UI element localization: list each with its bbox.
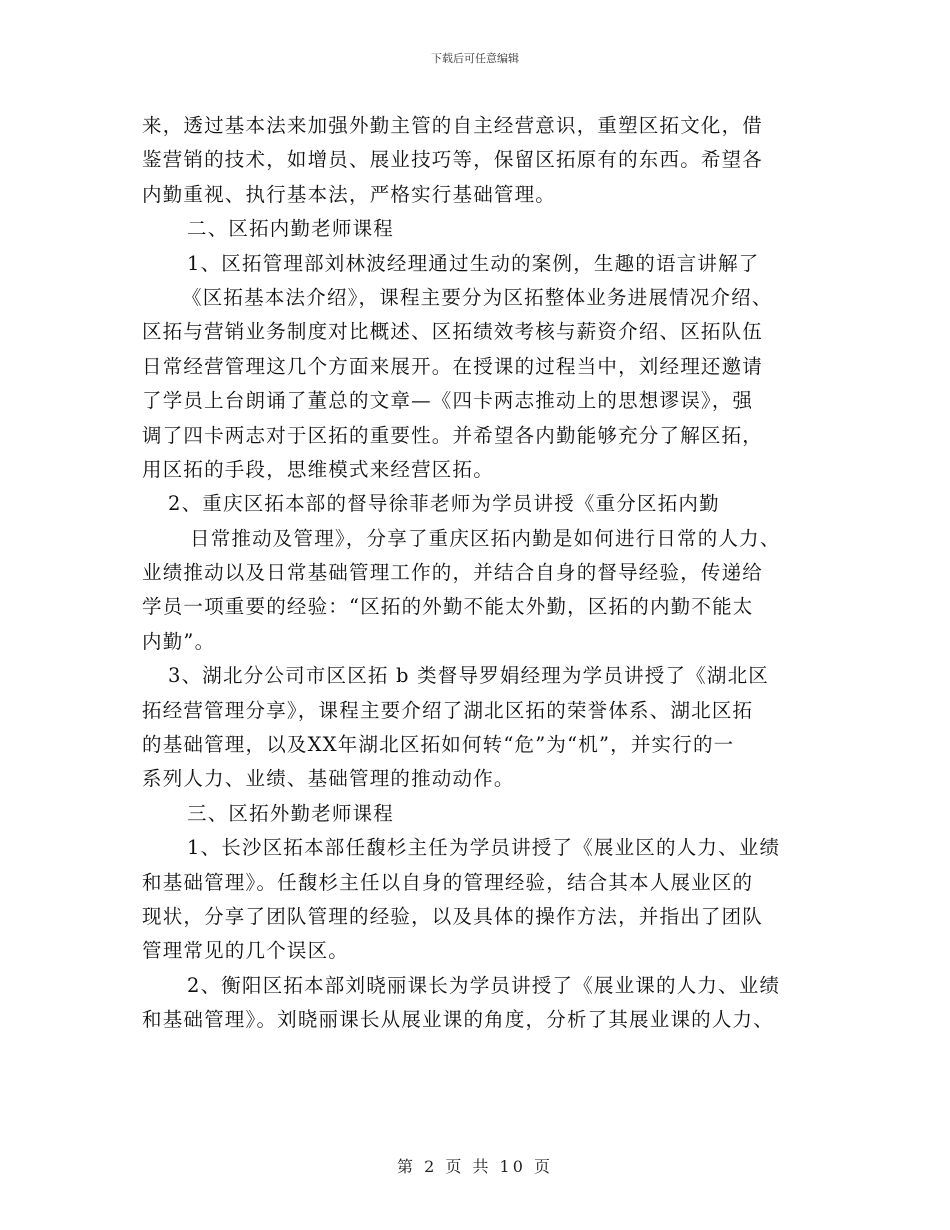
body-line: 内勤重视、执行基本法，严格实行基础管理。 xyxy=(142,182,557,206)
body-line: 《区拓基本法介绍》，课程主要分为区拓整体业务进展情况介绍、 xyxy=(182,285,773,309)
body-line: 调了四卡两志对于区拓的重要性。并希望各内勤能够充分了解区拓， xyxy=(142,423,764,447)
body-line: 学员一项重要的经验：“区拓的外勤不能太外勤，区拓的内勤不能太 xyxy=(142,595,754,619)
document-body xyxy=(142,109,810,1038)
body-line: 和基础管理》。任馥杉主任以自身的管理经验，结合其本人展业区的 xyxy=(142,870,754,894)
section-heading: 二、区拓内勤老师课程 xyxy=(187,217,395,241)
body-line: 日常经营管理这几个方面来展开。在授课的过程当中，刘经理还邀请 xyxy=(142,354,764,378)
body-line: 管理常见的几个误区。 xyxy=(142,939,350,963)
body-line: 2、重庆区拓本部的督导徐菲老师为学员讲授《重分区拓内勤 xyxy=(168,492,720,516)
body-line: 的基础管理，以及XX年湖北区拓如何转“危”为“机”，并实行的一 xyxy=(142,733,735,757)
body-line: 日常推动及管理》，分享了重庆区拓内勤是如何进行日常的人力、 xyxy=(190,526,781,550)
body-line: 来，透过基本法来加强外勤主管的自主经营意识，重塑区拓文化，借 xyxy=(142,114,764,137)
body-line: 拓经营管理分享》，课程主要介绍了湖北区拓的荣誉体系、湖北区拓 xyxy=(142,698,754,722)
body-line: 了学员上台朗诵了董总的文章—《四卡两志推动上的思想谬误》，强 xyxy=(142,389,754,413)
body-line: 鉴营销的技术，如增员、展业技巧等，保留区拓原有的东西。希望各 xyxy=(142,148,764,172)
body-line: 1、长沙区拓本部任馥杉主任为学员讲授了《展业区的人力、业绩 xyxy=(187,836,781,860)
body-line: 3、湖北分公司市区区拓 b 类督导罗娟经理为学员讲授了《湖北区 xyxy=(168,664,769,688)
page-number-footer: 第 2 页 共 10 页 xyxy=(397,1157,553,1176)
body-line: 内勤”。 xyxy=(142,629,216,653)
body-line: 2、衡阳区拓本部刘晓丽课长为学员讲授了《展业课的人力、业绩 xyxy=(187,973,781,997)
body-line: 1、区拓管理部刘林波经理通过生动的案例，生趣的语言讲解了 xyxy=(187,251,760,275)
section-heading: 三、区拓外勤老师课程 xyxy=(187,801,395,825)
body-line: 用区拓的手段，思维模式来经营区拓。 xyxy=(142,457,494,481)
page-header-note: 下载后可任意编辑 xyxy=(431,52,519,65)
body-line: 和基础管理》。刘晓丽课长从展业课的角度，分析了其展业课的人力、 xyxy=(142,1008,774,1032)
body-line: 现状，分享了团队管理的经验，以及具体的操作方法，并指出了团队 xyxy=(142,904,764,928)
body-line: 系列人力、业绩、基础管理的推动动作。 xyxy=(142,767,515,791)
body-line: 业绩推动以及日常基础管理工作的，并结合自身的督导经验，传递给 xyxy=(142,561,764,585)
body-line: 区拓与营销业务制度对比概述、区拓绩效考核与薪资介绍、区拓队伍 xyxy=(142,320,764,344)
